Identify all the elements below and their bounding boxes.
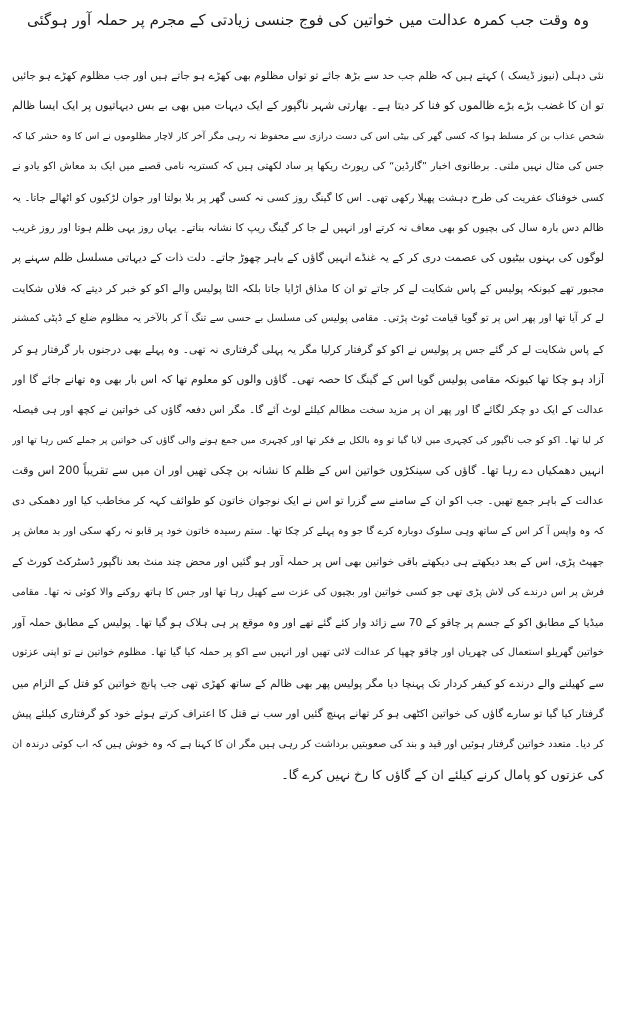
body-line: عدالت کے ایک دو چکر لگائے گا اور پھر ان پر مزید سخت مظالم کیلئے لوٹ آئے گا۔ مگر اس دفعہ گاؤں کی خواتین نے کچھ اور ہی فیصلہ	[12, 404, 604, 417]
body-line: نئی دہلی (نیوز ڈیسک ) کہتے ہیں کہ ظلم جب حد سے بڑھ جائے تو تواں مظلوم بھی کھڑے ہو جاتے ہیں اور جب مظلوم کھڑے ہو جائیں	[12, 70, 604, 82]
body-line: خواتین گھریلو استعمال کی چھریاں اور چاقو چھپا کر عدالت لائی تھیں اور انہیں سے اکو پر حملہ کیا گیا تھا۔ مظلوم خواتین نے تو اپنی عزتوں	[12, 647, 604, 659]
body-line: شخص عذاب بن کر مسلط ہوا کہ کسی گھر کی بیٹی اس کی دست درازی سے محفوظ نہ رہی مگر آخر کار لاچار مظلوموں نے اس کا وہ حشر کیا کہ	[12, 130, 604, 142]
article-headline: وہ وقت جب کمرہ عدالت میں خواتین کی فوج جنسی زیادتی کے مجرم پر حملہ آور ہوگئی	[27, 11, 589, 29]
body-line: کر دیا۔ متعدد خواتین گرفتار ہوئیں اور قید و بند کی صعوبتیں برداشت کر رہی ہیں مگر ان کا کہنا ہے کہ وہ خوش ہیں کہ اب کوئی درندہ ان	[12, 738, 604, 750]
body-line: کے پاس شکایت لے کر گئے جس پر پولیس نے اکو کو گرفتار کرلیا مگر یہ پہلی گرفتاری نہ تھی۔ وہ پہلے بھی درجنوں بار گرفتار ہو کر	[12, 343, 604, 356]
body-line: انہیں دھمکیاں دے رہا تھا۔ گاؤں کی سینکڑوں خواتین اس کے ظلم کا نشانہ بن چکی تھیں اور ان میں سے تقریباً 200 اس وقت	[12, 464, 604, 478]
body-line: جس کی مثال نہیں ملتی۔ برطانوی اخبار ”گارڈین“ کی رپورٹ ریکھا پر ساد لکھتی ہیں کہ کستریہ نامی قصبے میں ایک بد معاش اکو یادو نے	[12, 161, 604, 173]
article-body	[12, 66, 604, 795]
body-line: سے کھیلنے والے درندے کو کیفر کردار تک پہنچا دیا مگر پولیس پھر بھی ظالم کے ساتھ کھڑی تھی جب پانچ خواتین کو قتل کے الزام میں	[12, 677, 604, 690]
body-line: کی عزتوں کو پامال کرنے کیلئے ان کے گاؤں کا رخ نہیں کرے گا۔	[281, 766, 604, 782]
body-line: فرش پر اس درندے کی لاش پڑی تھی جو کسی خواتین اور بچیوں کی عزت سے کھیل رہا تھا اور جس کا ہاتھ روکنے والا کوئی نہ تھا۔ مقامی	[12, 586, 604, 598]
body-line: کسی خوفناک عفریت کی طرح دہشت پھیلا رکھی تھی۔ اس کا گینگ روز کسی نہ کسی گھر پر بلا بولتا اور جوان لڑکیوں کو اٹھالے جاتا۔ یہ	[12, 191, 604, 204]
body-line: کہ وہ واپس آ کر اس کے ساتھ وہی سلوک دوبارہ کرے گا جو وہ پہلے کر چکا تھا۔ ستم رسیدہ خاتون خود پر قابو نہ رکھ سکی اور بد معاش پر	[12, 525, 604, 537]
body-line: آزاد ہو چکا تھا کیونکہ مقامی پولیس گویا اس کے گینگ کا حصہ تھی۔ گاؤں والوں کو معلوم تھا کہ اس بار بھی وہ تھانے جائے گا اور	[12, 372, 604, 386]
body-line: کر لیا تھا۔ اکو کو جب ناگپور کی کچہری میں لایا گیا تو وہ بالکل بے فکر تھا اور کچہری میں جمع ہونے والی گاؤں کی خواتین پر جملے کس رہا تھا اور	[12, 434, 604, 446]
body-line: لوگوں کی بہنوں بیٹیوں کی عصمت دری کر کے یہ غنڈے انہیں گاؤں کے باہر چھوڑ جاتے۔ دلت ذات کے دیہاتی مسلسل ظلم سہنے پر	[12, 251, 604, 265]
body-line: جھپٹ پڑی، اس کے بعد دیکھتے ہی دیکھتے باقی خواتین بھی اس پر حملہ آور ہو گئیں اور محض چند منٹ بعد ناگپور ڈسٹرکٹ کورٹ کے	[12, 556, 604, 569]
body-line: عدالت کے باہر جمع تھیں۔ جب اکو ان کے سامنے سے گزرا تو اس نے ایک نوجوان خاتون کو طوائف کہہ کر مخاطب کیا اور دھمکی دی	[12, 495, 604, 508]
body-line: ظالم دس بارہ سال کی بچیوں کو بھی معاف نہ کرتے اور انہیں لے جا کر گینگ ریپ کا نشانہ بناتے۔ یہاں روز یہی ظلم ہوتا اور روز غریب	[12, 221, 604, 234]
body-line: گرفتار کیا گیا تو سارے گاؤں کی خواتین اکٹھی ہو کر تھانے پہنچ گئیں اور سب نے قتل کا اعتراف کرتے ہوئے خود کو گرفتاری کیلئے پیش	[12, 708, 604, 721]
body-line: لے کر آیا تھا اور پھر اس پر تو گویا قیامت ٹوٹ پڑتی۔ مقامی پولیس کی مسلسل بے حسی سے تنگ آ کر بالآخر یہ مظلوم ضلع کے ڈپٹی کمشنر	[12, 313, 604, 325]
body-line: میڈیا کے مطابق اکو کے جسم پر چاقو کے 70 سے زائد وار کئے گئے تھے اور وہ موقع پر ہی ہلاک ہو گیا تھا۔ پولیس کے مطابق حملہ آور	[12, 617, 604, 630]
body-line: تو ان کا غضب بڑے بڑے ظالموں کو فنا کر دیتا ہے۔ بھارتی شہر ناگپور کے ایک دیہات میں بھی بے بس دیہاتیوں پر ایک ایسا ظالم	[12, 99, 604, 113]
body-line: مجبور تھے کیونکہ پولیس کے پاس شکایت لے کر جاتے تو ان کا مذاق اڑایا جاتا بلکہ الٹا پولیس والے اکو کو خبر کر دیتے کہ فلاں شکایت	[12, 282, 604, 295]
